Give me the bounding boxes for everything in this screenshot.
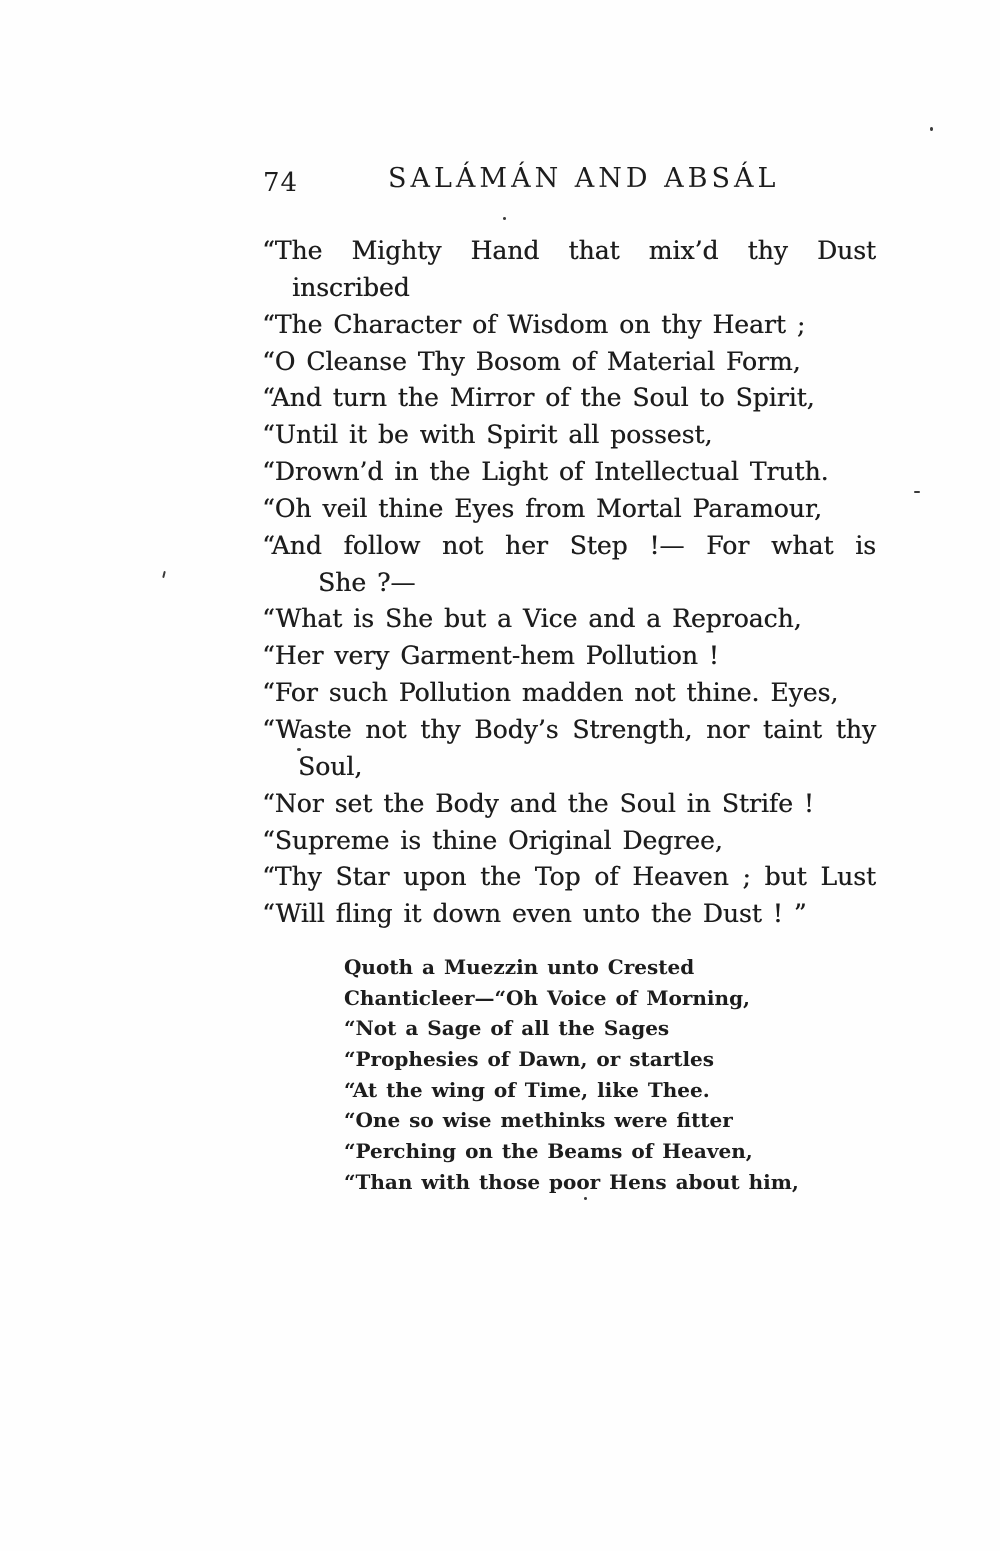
verse-line: “And turn the Mirror of the Soul to Spirit,: [262, 383, 815, 413]
indented-stanza: [344, 952, 864, 1198]
scan-artifact: [297, 748, 301, 751]
quatrain-line: Chanticleer—“Oh Voice of Morning,: [344, 985, 751, 1010]
quatrain-line: “Not a Sage of all the Sages: [344, 1016, 670, 1041]
verse-line: “Nor set the Body and the Soul in Strife !: [262, 788, 814, 818]
verse-line: “The Mighty Hand that mix’d thy Dust: [262, 236, 876, 265]
verse-line: “Oh veil thine Eyes from Mortal Paramour,: [262, 493, 822, 523]
scan-artifact: [584, 1197, 587, 1200]
verse-line: “Her very Garment-hem Pollution !: [262, 641, 719, 671]
scan-artifact: [914, 491, 920, 493]
verse-line: “O Cleanse Thy Bosom of Material Form,: [262, 346, 801, 376]
quatrain-line: “One so wise methinks were fitter: [344, 1108, 733, 1133]
running-header-title: SALÁMÁN AND ABSÁL: [388, 163, 780, 194]
quatrain-line: Quoth a Muezzin unto Crested: [344, 955, 695, 979]
scan-artifact: [162, 571, 166, 578]
verse-line: “Drown’d in the Light of Intellectual Truth.: [262, 457, 829, 487]
verse-line-continuation: inscribed: [292, 272, 410, 302]
verse-line: “The Character of Wisdom on thy Heart ;: [262, 309, 806, 339]
verse-line: “For such Pollution madden not thine. Eyes,: [262, 678, 839, 708]
verse-line: “What is She but a Vice and a Reproach,: [262, 604, 802, 634]
main-stanza: [262, 233, 876, 933]
page-number: 74: [263, 168, 299, 198]
verse-line-continuation: Soul,: [298, 751, 363, 781]
verse-line: “Supreme is thine Original Degree,: [262, 825, 723, 855]
verse-line: “Will fling it down even unto the Dust ! ”: [262, 899, 807, 929]
verse-line: “Until it be with Spirit all possest,: [262, 420, 713, 450]
verse-line: “Waste not thy Body’s Strength, nor taint thy: [262, 714, 876, 744]
scan-artifact: [930, 127, 933, 131]
verse-line-continuation: She ?—: [318, 567, 416, 597]
verse-line: “Thy Star upon the Top of Heaven ; but Lust: [262, 862, 876, 892]
quatrain-line: “Perching on the Beams of Heaven,: [344, 1139, 753, 1164]
quatrain-line: “At the wing of Time, like Thee.: [344, 1077, 710, 1102]
verse-line: “And follow not her Step !— For what is: [262, 530, 876, 560]
quatrain-line: “Than with those poor Hens about him,: [344, 1169, 799, 1194]
quatrain-line: “Prophesies of Dawn, or startles: [344, 1047, 715, 1072]
scan-artifact: [503, 217, 506, 220]
